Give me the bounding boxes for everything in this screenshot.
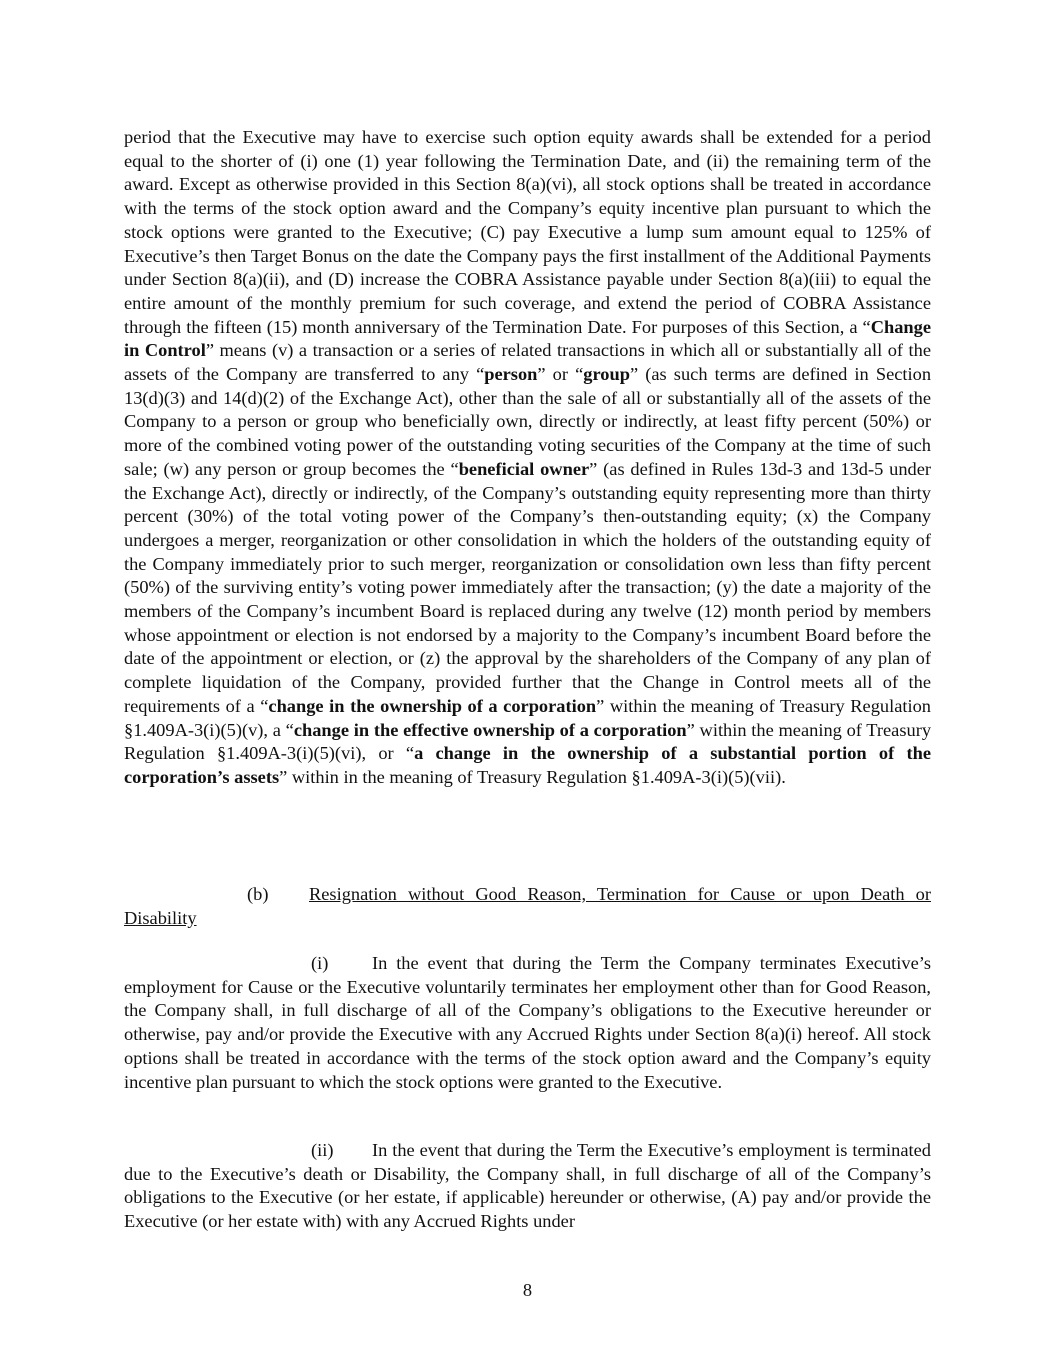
defined-term-person: person [484,364,538,385]
defined-term-change-in-ownership: change in the ownership of a corporation [268,695,597,716]
text-run: period that the Executive may have to exercise such option equity awards shall be extended for a period equal to the shorter of (i) one (1) year following the Termination Date, and (ii) the remaining term of the award. Except as otherwise provided in this Section 8(a)(vi), all stock options shall be treated in accordance with the terms of the stock option award and the Company’s equity incentive plan pursuant to which the stock options were granted to the Executive; (C) pay Executive a lump sum amount equal to 125% of Executive’s then Target Bonus on the date the Company pays the first installment of the Additional Payments under Section 8(a)(ii), and (D) increase the COBRA Assistance payable under Section 8(a)(iii) to equal the entire amount of the monthly premium for such coverage, and extend the period of COBRA Assistance through the fifteen (15) month anniversary of the Termination Date. For purposes of this Section, a “ [124,127,931,337]
page-number: 8 [522,1280,533,1300]
text-run: ” (as such terms are defined in Section 13(d)(3) and 14(d)(2) of the Exchange Act), other than the sale of all or substantially all of the assets of the Company to a person or group who beneficially own, directly or indirectly, at least fifty percent (50%) or more of the combined voting power of the outstanding voting securities of the Company at the time of such sale; (w) any person or group becomes the “ [124,364,932,479]
paragraph-b-i [124,952,931,1094]
paragraph-b-ii [124,1139,931,1234]
defined-term-change-in-control: Change in Control [124,316,931,361]
defined-term-group: group [583,364,630,385]
text-run: ” (as defined in Rules 13d-3 and 13d-5 under the Exchange Act), directly or indirectly, of the Company’s outstanding equity representing more than thirty percent (30%) of the total voting power of the Company’s then-outstanding equity; (x) the Company undergoes a merger, reorganization or other consolidation in which the holders of the outstanding equity of the Company immediately prior to such merger, reorganization or consolidation own less than fifty percent (50%) of the surviving entity’s voting power immediately after the transaction; (y) the date a majority of the members of the Company’s incumbent Board is replaced during any twelve (12) month period by members whose appointment or election is not endorsed by a majority to the Company’s incumbent Board before the date of the appointment or election, or (z) the approval by the shareholders of the Company of any plan of complete liquidation of the Company, provided further that the Change in Control meets all of the requirements of a “ [124,458,932,716]
defined-term-change-in-effective-ownership: change in the effective ownership of a corporation [293,719,687,740]
subsection-i-label: (i) [311,953,329,973]
text-run: ” within the meaning of Treasury Regulation §1.409A-3(i)(5)(vi), or “ [124,719,932,764]
text-run: ” means (v) a transaction or a series of related transactions in which all or substantially all of the assets of the Company are transferred to any “ [124,340,931,385]
subsection-i-text: In the event that during the Term the Company terminates Executive’s employment for Cause or the Executive voluntarily terminates her employment other than for Good Reason, the Company shall, in full discharge of all of the Company’s obligations to the Executive hereunder or otherwise, pay and/or provide the Executive with any Accrued Rights under Section 8(a)(i) hereof. All stock options shall be treated in accordance with the terms of the stock option award and the Company’s equity incentive plan pursuant to which the stock options were granted to the Executive. [124,953,931,1092]
text-run: ” or “ [537,364,584,385]
defined-term-beneficial-owner: beneficial owner [458,458,590,479]
defined-term-change-substantial-portion: a change in the ownership of a substantial portion of the corporation’s assets [124,743,931,787]
section-b-label: (b) [247,884,269,904]
paragraph-change-in-control [124,126,931,790]
subsection-ii-text: In the event that during the Term the Executive’s employment is terminated due to the Executive’s death or Disability, the Company shall, in full discharge of all of the Company’s obligations to the Executive (or her estate, if applicable) hereunder or otherwise, (A) pay and/or provide the Executive (or her estate with) with any Accrued Rights under [124,1140,931,1232]
text-run: ” within in the meaning of Treasury Regulation §1.409A-3(i)(5)(vii). [279,766,786,787]
section-b-heading [124,883,931,930]
subsection-ii-label: (ii) [311,1140,334,1160]
section-b-title: Resignation without Good Reason, Termination for Cause or upon Death or Disability [124,884,931,928]
text-run: ” within the meaning of Treasury Regulation §1.409A-3(i)(5)(v), a “ [124,695,931,740]
